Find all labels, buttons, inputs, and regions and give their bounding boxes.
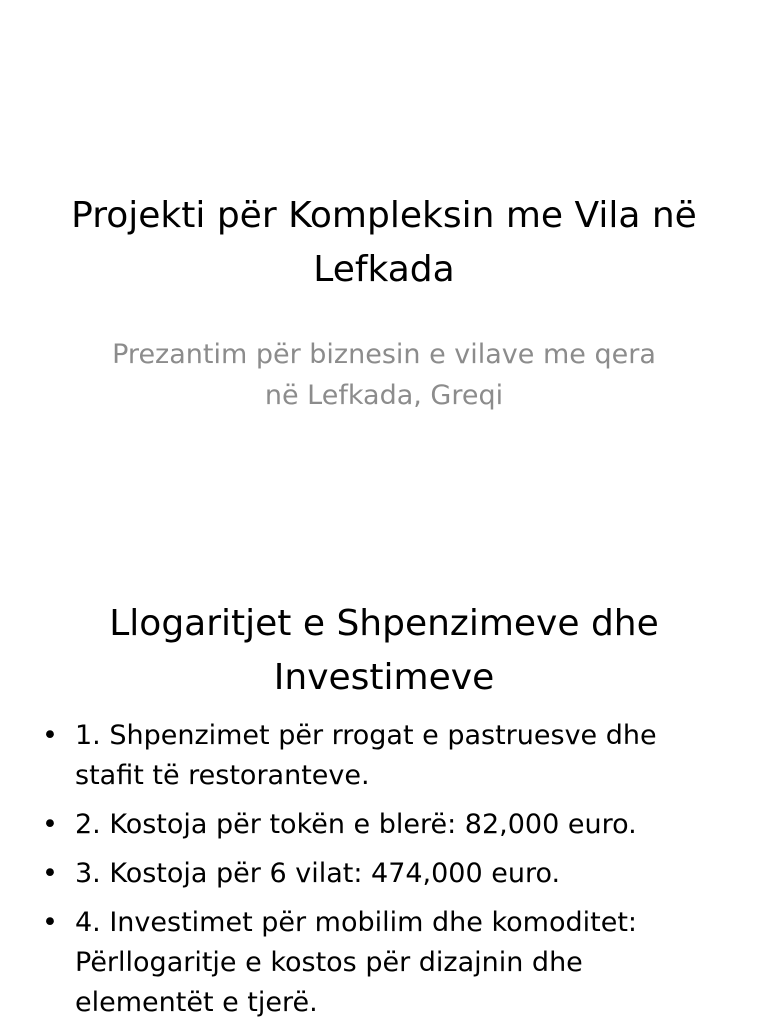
bullet-dot-icon: • (42, 809, 58, 840)
bullet-item (40, 903, 700, 1023)
bullet-dot-icon: • (42, 720, 58, 751)
slide-title: Llogaritjet e Shpenzimeve dhe Investimeve (109, 603, 659, 698)
bullet-item (40, 716, 700, 796)
bullet-item (40, 805, 700, 845)
bullet-text: 3. Kostoja për 6 vilat: 474,000 euro. (75, 858, 561, 889)
presentation-title: Projekti për Kompleksin me Vila në Lefkada (71, 195, 697, 290)
bullet-text: 1. Shpenzimet për rrogat e pastruesve dhe stafit të restoranteve. (75, 720, 657, 791)
bullet-item (40, 854, 700, 894)
bullet-text: 4. Investimet për mobilim dhe komoditet: Përllogaritje e kostos për dizajnin dhe elementët e tjerë. (75, 907, 638, 1018)
bullet-list (40, 716, 700, 1024)
bullet-dot-icon: • (42, 858, 58, 889)
content-slide (0, 512, 768, 1024)
bullet-dot-icon: • (42, 907, 58, 938)
presentation-subtitle: Prezantim për biznesin e vilave me qera në Lefkada, Greqi (112, 339, 656, 411)
bullet-text: 2. Kostoja për tokën e blerë: 82,000 euro. (75, 809, 637, 840)
